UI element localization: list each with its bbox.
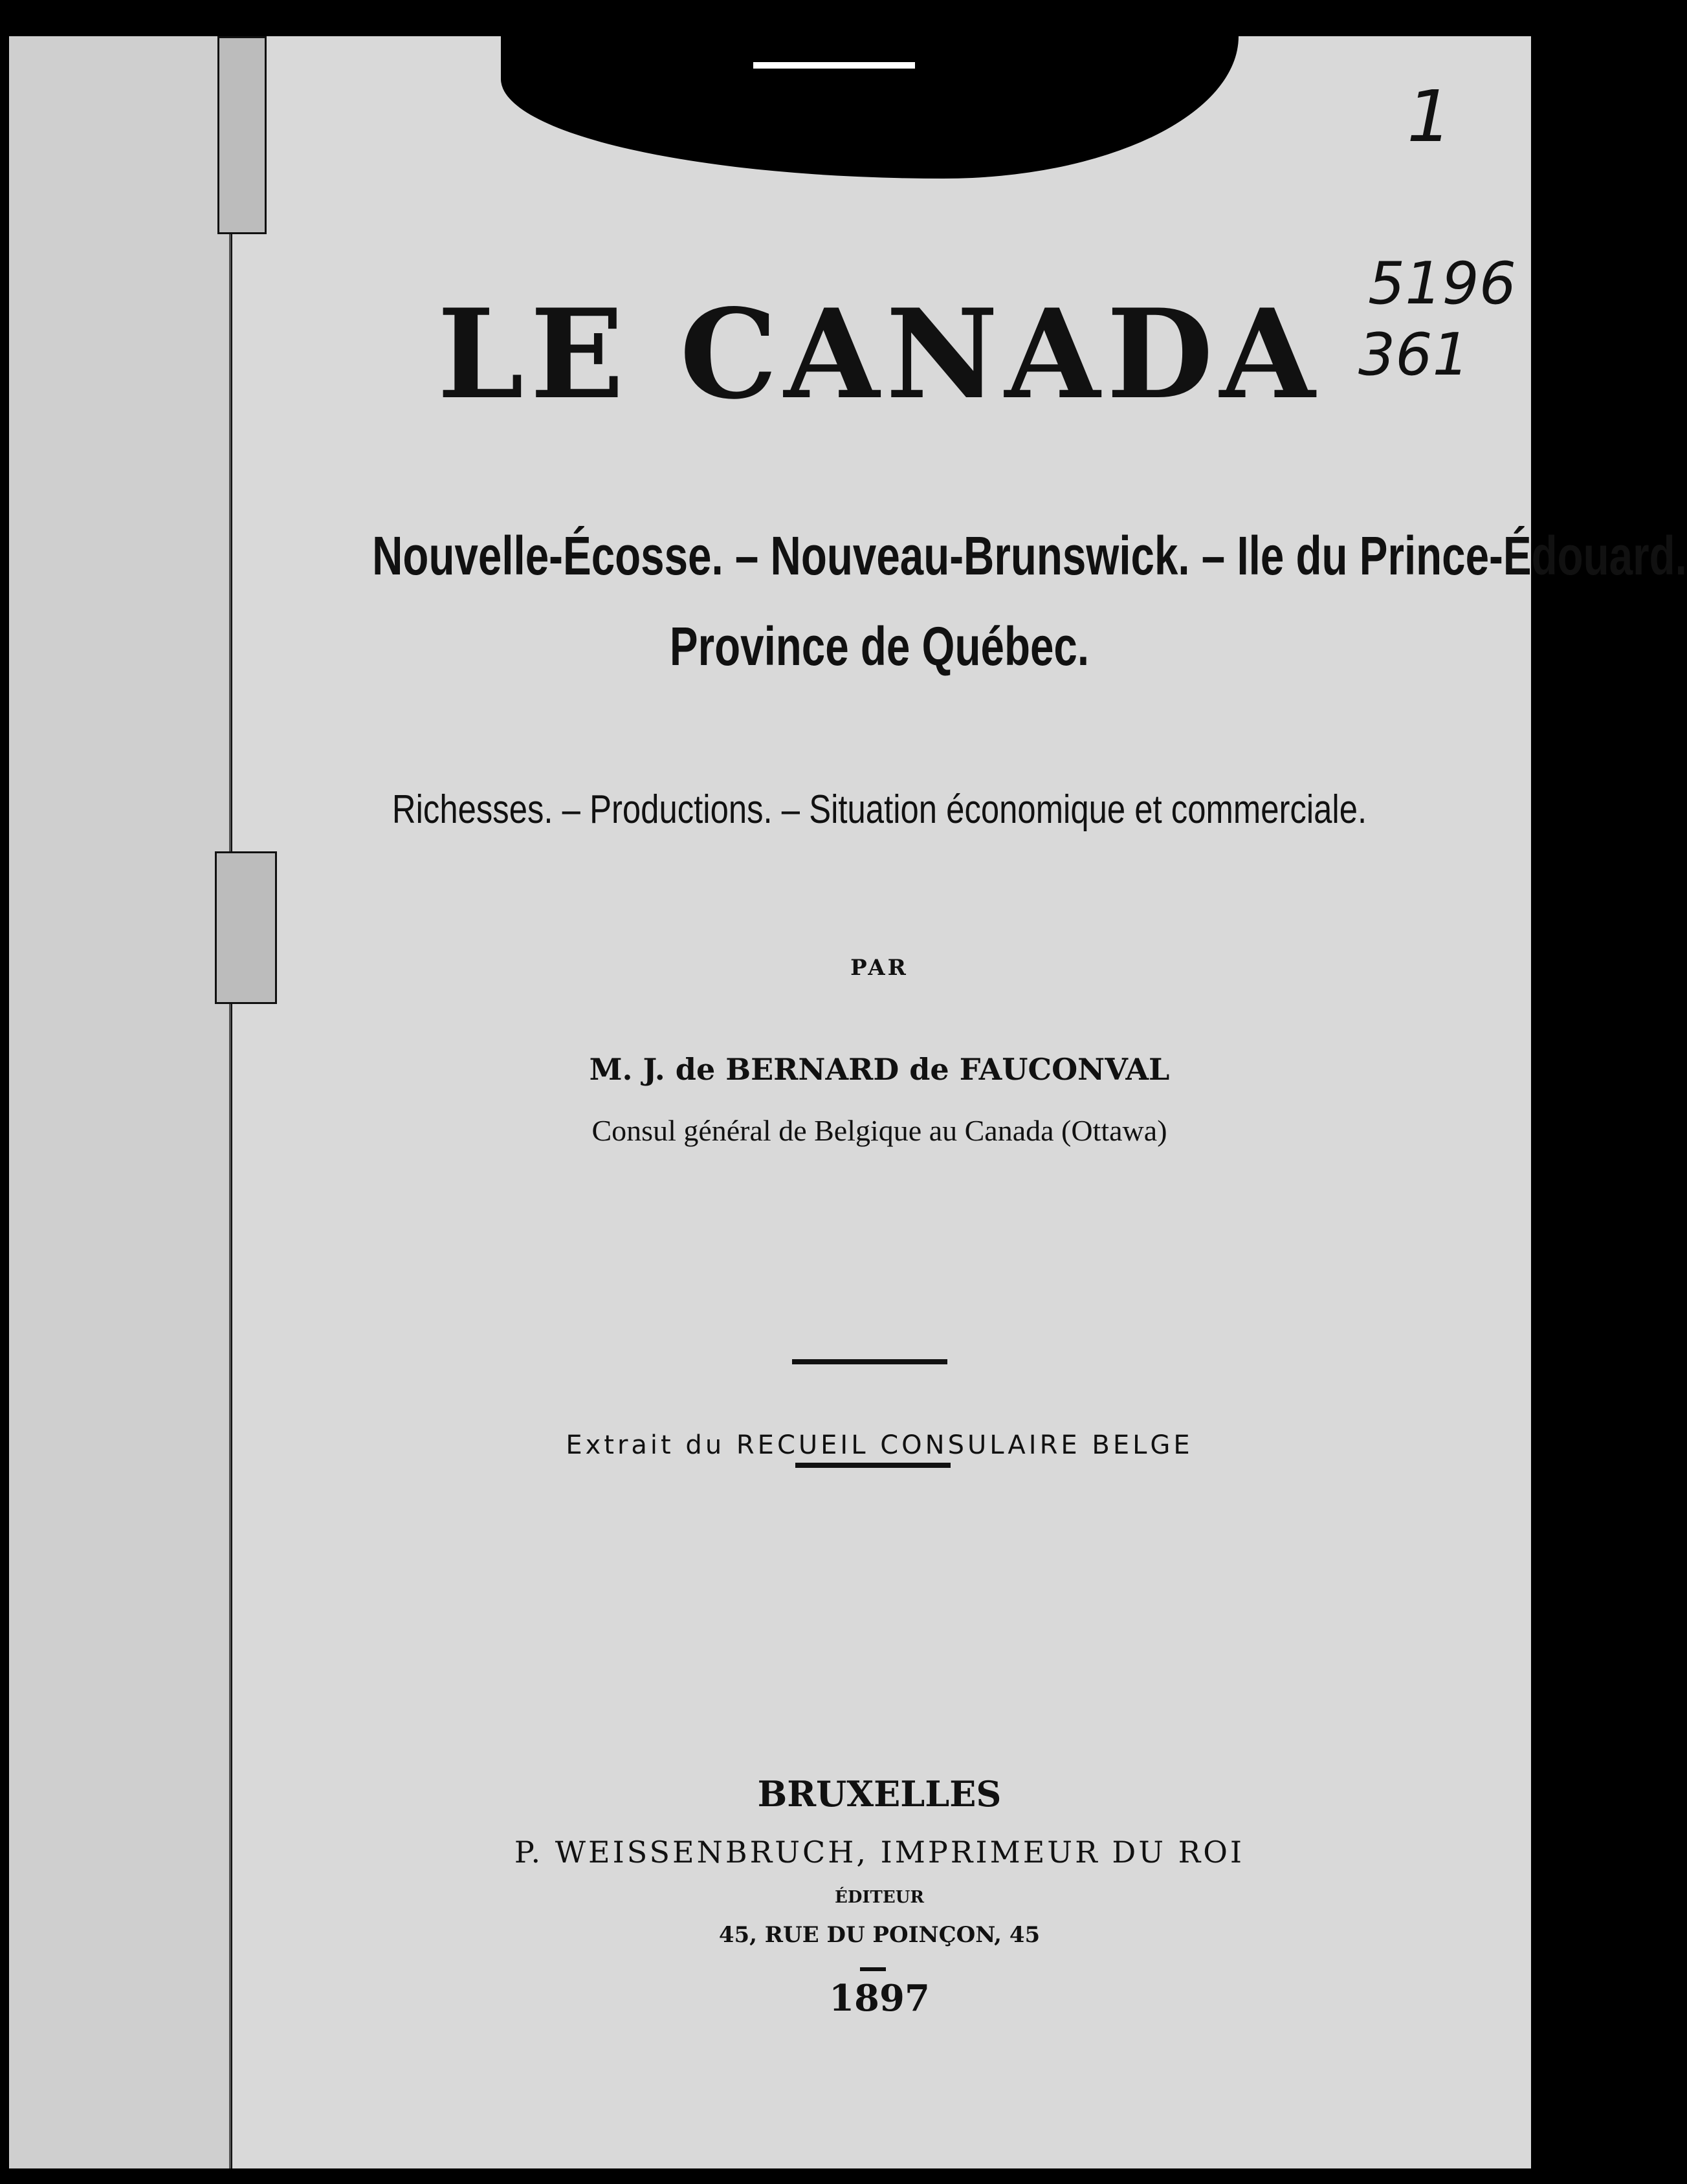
spine-fold-tab-top: [217, 36, 267, 234]
imprint-address: 45, RUE DU POINÇON, 45: [718, 1922, 1041, 1948]
topics-line: Richesses. – Productions. – Situation économique et commerciale.: [391, 787, 1367, 832]
extract-note: Extrait du RECUEIL CONSULAIRE BELGE: [566, 1430, 1193, 1460]
torn-corner: [501, 36, 1239, 179]
by-label: PAR: [850, 955, 909, 981]
rule-bottom: [795, 1463, 951, 1468]
imprint-printer: P. WEISSENBRUCH, IMPRIMEUR DU ROI: [514, 1835, 1245, 1870]
rule-year: [860, 1967, 886, 1971]
title-page: [9, 36, 1687, 2168]
subtitle-quebec: Province de Québec.: [669, 616, 1090, 677]
binding-spine: [9, 36, 232, 2168]
page-title: LE CANADA: [437, 282, 1322, 426]
spine-fold-tab: [215, 851, 277, 1004]
subtitle-provinces: Nouvelle-Écosse. – Nouveau-Brunswick. – Ile du Prince-Édouard.: [372, 525, 1687, 586]
scan-marker-bar: [753, 62, 915, 69]
handwritten-call-mark-1: 5196: [1368, 250, 1517, 318]
author-name: M. J. de BERNARD de FAUCONVAL: [589, 1052, 1170, 1087]
author-role: Consul général de Belgique au Canada (Ottawa): [591, 1114, 1167, 1147]
imprint-year: 1897: [829, 1977, 930, 2020]
handwritten-call-mark-2: 361: [1358, 321, 1470, 389]
handwritten-number: 1: [1407, 75, 1452, 158]
rule-top: [792, 1359, 947, 1364]
imprint-role: ÉDITEUR: [835, 1888, 924, 1907]
imprint-city: BRUXELLES: [757, 1773, 1002, 1815]
